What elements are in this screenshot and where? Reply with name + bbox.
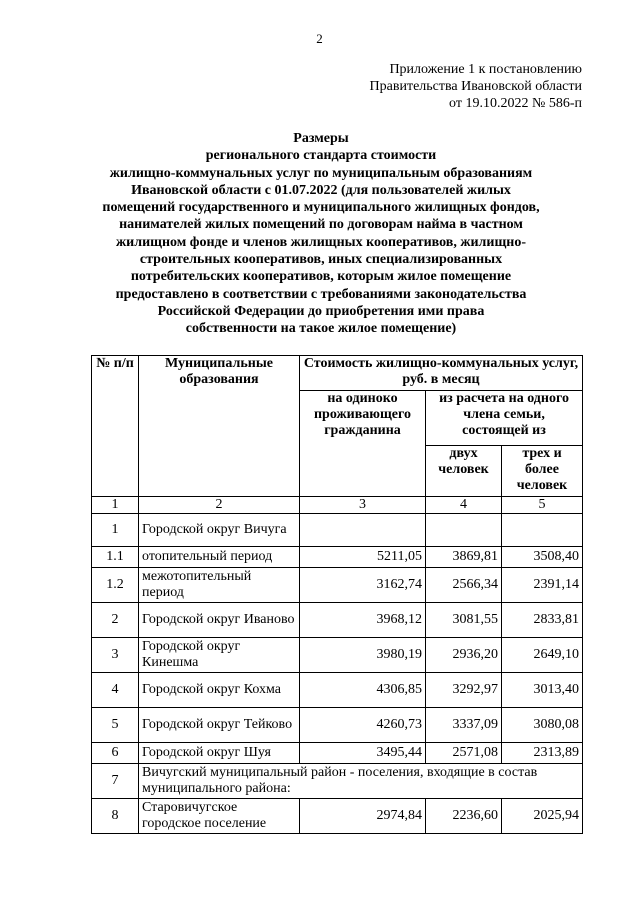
- row-municipality: межотопительный период: [139, 568, 300, 603]
- cost-two: 3292,97: [426, 673, 502, 708]
- cost-two: 2936,20: [426, 638, 502, 673]
- document-title: [86, 130, 556, 338]
- row-municipality: Городской округ Кинешма: [139, 638, 300, 673]
- column-number: 4: [426, 497, 502, 514]
- column-number: 3: [300, 497, 426, 514]
- title-line: жилищно-коммунальных услуг по муниципальным образованиям: [109, 165, 533, 181]
- title-line: помещений государственного и муниципального жилищных фондов,: [102, 200, 540, 216]
- header-municipality: Муниципальные образования: [139, 356, 300, 497]
- title-line: строительных кооперативов, иных специализированных: [139, 252, 503, 268]
- column-number-row: [92, 497, 583, 514]
- row-number: 1.2: [92, 568, 139, 603]
- row-number: 4: [92, 673, 139, 708]
- cost-two: [426, 514, 502, 547]
- cost-three: 2391,14: [502, 568, 583, 603]
- title-line: нанимателей жилых помещений по договорам найма в частном: [119, 217, 523, 233]
- cost-three: [502, 514, 583, 547]
- row-number: 6: [92, 743, 139, 764]
- title-line: регионального стандарта стоимости: [205, 148, 437, 164]
- appendix-header: [370, 61, 582, 112]
- table-row: [92, 708, 583, 743]
- cost-two: 3337,09: [426, 708, 502, 743]
- row-number: 7: [92, 764, 139, 799]
- header-cost: Стоимость жилищно-коммунальных услуг, руб. в месяц: [300, 356, 583, 391]
- cost-two: 2236,60: [426, 799, 502, 834]
- title-line: потребительских кооперативов, которым жилое помещение: [130, 269, 512, 285]
- column-number: 2: [139, 497, 300, 514]
- title-line: собственности на такое жилое помещение): [185, 321, 457, 337]
- title-line: Ивановской области с 01.07.2022 (для пользователей жилых: [131, 182, 511, 198]
- title-line: предоставлено в соответствии с требованиями законодательства: [115, 286, 527, 302]
- row-municipality: Городской округ Шуя: [139, 743, 300, 764]
- title-line: Российской Федерации до приобретения ими права: [157, 303, 485, 319]
- cost-three: 3508,40: [502, 547, 583, 568]
- table-row: [92, 568, 583, 603]
- title-line: жилищном фонде и членов жилищных кооперативов, жилищно-: [116, 234, 526, 250]
- row-municipality: Городской округ Тейково: [139, 708, 300, 743]
- row-number: 5: [92, 708, 139, 743]
- row-number: 2: [92, 603, 139, 638]
- cost-single: 4306,85: [300, 673, 426, 708]
- table-row: [92, 743, 583, 764]
- cost-three: 3013,40: [502, 673, 583, 708]
- section-title: Вичугский муниципальный район - поселения, входящие в состав муниципального района:: [139, 764, 583, 799]
- cost-three: 2833,81: [502, 603, 583, 638]
- header-two: двух человек: [426, 446, 502, 497]
- page-number: 2: [316, 31, 323, 46]
- table-row: [92, 514, 583, 547]
- cost-single: [300, 514, 426, 547]
- cost-single: 3495,44: [300, 743, 426, 764]
- header-family: из расчета на одного члена семьи, состоящей из: [426, 391, 583, 446]
- header-num: № п/п: [92, 356, 139, 497]
- row-number: 3: [92, 638, 139, 673]
- row-municipality: Городской округ Иваново: [139, 603, 300, 638]
- column-number: 5: [502, 497, 583, 514]
- row-municipality: Городской округ Вичуга: [139, 514, 300, 547]
- cost-single: 3980,19: [300, 638, 426, 673]
- title-line: Размеры: [293, 131, 349, 146]
- table-row: [92, 638, 583, 673]
- appendix-line: Правительства Ивановской области: [369, 79, 582, 94]
- table-row: [92, 547, 583, 568]
- header-three: трех и более человек: [502, 446, 583, 497]
- cost-three: 2025,94: [502, 799, 583, 834]
- appendix-line: от 19.10.2022 № 586-п: [449, 96, 582, 111]
- row-municipality: Старовичугское городское поселение: [139, 799, 300, 834]
- row-municipality: отопительный период: [139, 547, 300, 568]
- table-row: [92, 603, 583, 638]
- cost-single: 3968,12: [300, 603, 426, 638]
- cost-single: 3162,74: [300, 568, 426, 603]
- column-number: 1: [92, 497, 139, 514]
- row-number: 1.1: [92, 547, 139, 568]
- section-row: [92, 764, 583, 799]
- cost-two: 2571,08: [426, 743, 502, 764]
- appendix-line: Приложение 1 к постановлению: [389, 62, 582, 77]
- row-municipality: Городской округ Кохма: [139, 673, 300, 708]
- table-row: [92, 799, 583, 834]
- cost-single: 5211,05: [300, 547, 426, 568]
- row-number: 1: [92, 514, 139, 547]
- header-single: на одиноко проживающего гражданина: [300, 391, 426, 497]
- cost-two: 3869,81: [426, 547, 502, 568]
- table-row: [92, 673, 583, 708]
- cost-three: 2313,89: [502, 743, 583, 764]
- cost-three: 3080,08: [502, 708, 583, 743]
- cost-single: 2974,84: [300, 799, 426, 834]
- cost-single: 4260,73: [300, 708, 426, 743]
- cost-three: 2649,10: [502, 638, 583, 673]
- row-number: 8: [92, 799, 139, 834]
- cost-table: [91, 355, 583, 834]
- cost-two: 3081,55: [426, 603, 502, 638]
- cost-two: 2566,34: [426, 568, 502, 603]
